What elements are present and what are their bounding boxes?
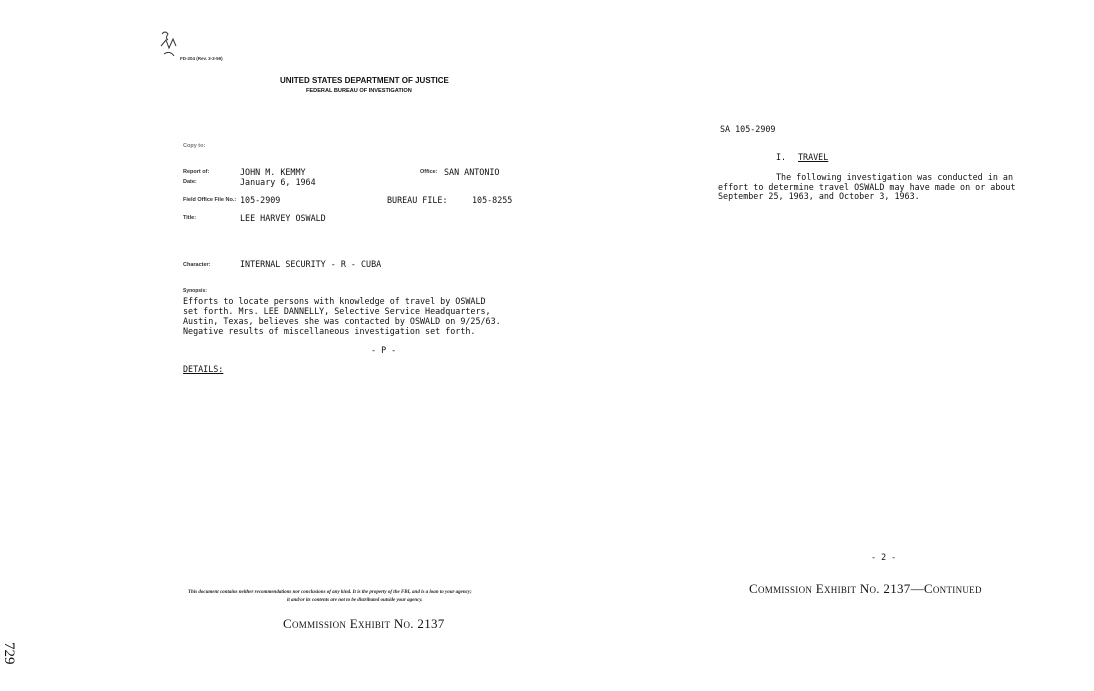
exhibit-caption: Commission Exhibit No. 2137 [283, 616, 445, 631]
agency-title: UNITED STATES DEPARTMENT OF JUSTICE [280, 76, 449, 85]
file-reference: SA 105-2909 [720, 124, 776, 134]
page-number: 729 [1, 642, 17, 665]
footer-disclaimer: This document contains neither recommendations nor conclusions of any kind. It is the property of the FBI, and is a loan to your agency; [188, 590, 472, 595]
agency-subtitle: FEDERAL BUREAU OF INVESTIGATION [306, 88, 412, 94]
footer-disclaimer: it and/or its contents are not to be distributed outside your agency. [287, 598, 423, 603]
date-label: Date: [183, 179, 197, 185]
synopsis-line: set forth. Mrs. LEE DANNELLY, Selective Service Headquarters, [183, 306, 491, 316]
form-number: FD-204 (Rev. 3-3-59) [180, 56, 223, 61]
body-line: effort to determine travel OSWALD may have made on or about [718, 182, 1016, 192]
report-of-value: JOHN M. KEMMY [240, 167, 306, 177]
body-line: The following investigation was conducted in an [776, 172, 1013, 182]
date-value: January 6, 1964 [240, 177, 316, 187]
section-title: TRAVEL [798, 152, 829, 162]
title-value: LEE HARVEY OSWALD [240, 213, 326, 223]
page-mark: - 2 - [871, 552, 897, 562]
details-heading: DETAILS: [183, 364, 224, 374]
synopsis-line: Austin, Texas, believes she was contacted by OSWALD on 9/25/63. [183, 316, 501, 326]
bureau-file-value: 105-8255 [472, 195, 513, 205]
field-office-file-value: 105-2909 [240, 195, 281, 205]
office-value: SAN ANTONIO [444, 167, 500, 177]
section-number: I. [776, 152, 787, 162]
copy-to-label: Copy to: [183, 143, 206, 149]
bureau-file-label: BUREAU FILE: [387, 195, 448, 205]
report-of-label: Report of: [183, 169, 210, 175]
field-office-file-label: Field Office File No.: [183, 197, 237, 203]
synopsis-line: Efforts to locate persons with knowledge of travel by OSWALD [183, 296, 486, 306]
character-value: INTERNAL SECURITY - R - CUBA [240, 259, 382, 269]
synopsis-label: Synopsis: [183, 288, 207, 294]
title-label: Title: [183, 215, 197, 221]
character-label: Character: [183, 262, 211, 268]
exhibit-caption-continued: Commission Exhibit No. 2137—Continued [749, 581, 982, 596]
p-mark: - P - [371, 345, 397, 355]
office-label: Office: [420, 169, 438, 175]
synopsis-line: Negative results of miscellaneous investigation set forth. [183, 326, 476, 336]
body-line: September 25, 1963, and October 3, 1963. [718, 191, 920, 201]
